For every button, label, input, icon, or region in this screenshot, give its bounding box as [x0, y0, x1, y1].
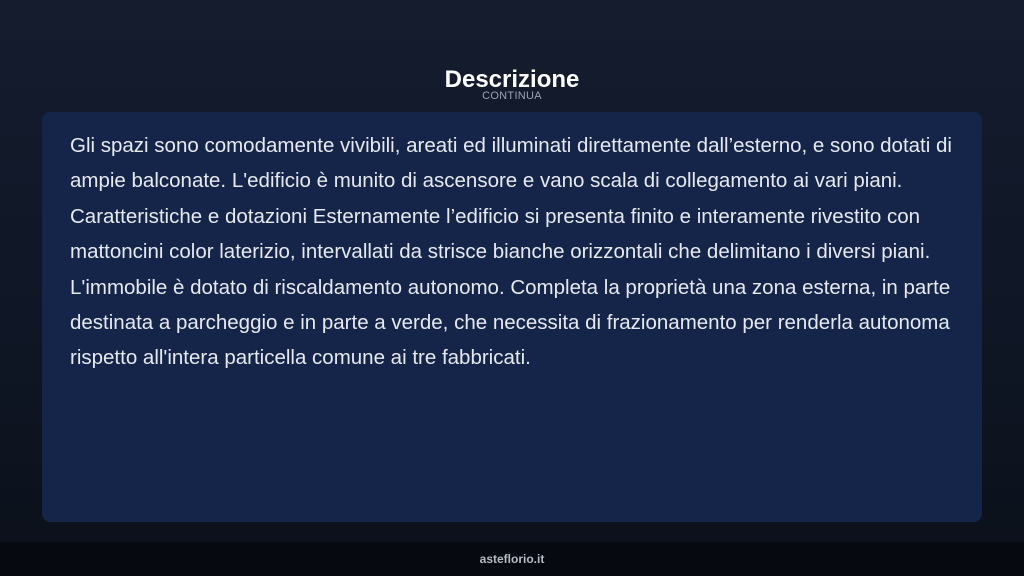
footer-bar: [0, 542, 1024, 576]
page-title: Descrizione: [444, 66, 580, 94]
description-card: [42, 112, 982, 522]
continua-label: CONTINUA: [482, 90, 542, 102]
description-text: Gli spazi sono comodamente vivibili, areati ed illuminati direttamente dall’esterno, e sono dotati di ampie balconate. L'edificio è munito di ascensore e vano scala di collegamento ai vari piani. Caratteristiche e dotazioni Esternamente l’edificio si presenta finito e interamente rivestito con mattoncini color laterizio, intervallati da strisce bianche orizzontali che delimitano i diversi piani. L'immobile è dotato di riscaldamento autonomo. Completa la proprietà una zona esterna, in parte destinata a parcheggio e in parte a verde, che necessita di frazionamento per renderla autonoma rispetto all'intera particella comune ai tre fabbricati.: [70, 134, 952, 370]
footer-brand: asteflorio.it: [479, 552, 545, 566]
